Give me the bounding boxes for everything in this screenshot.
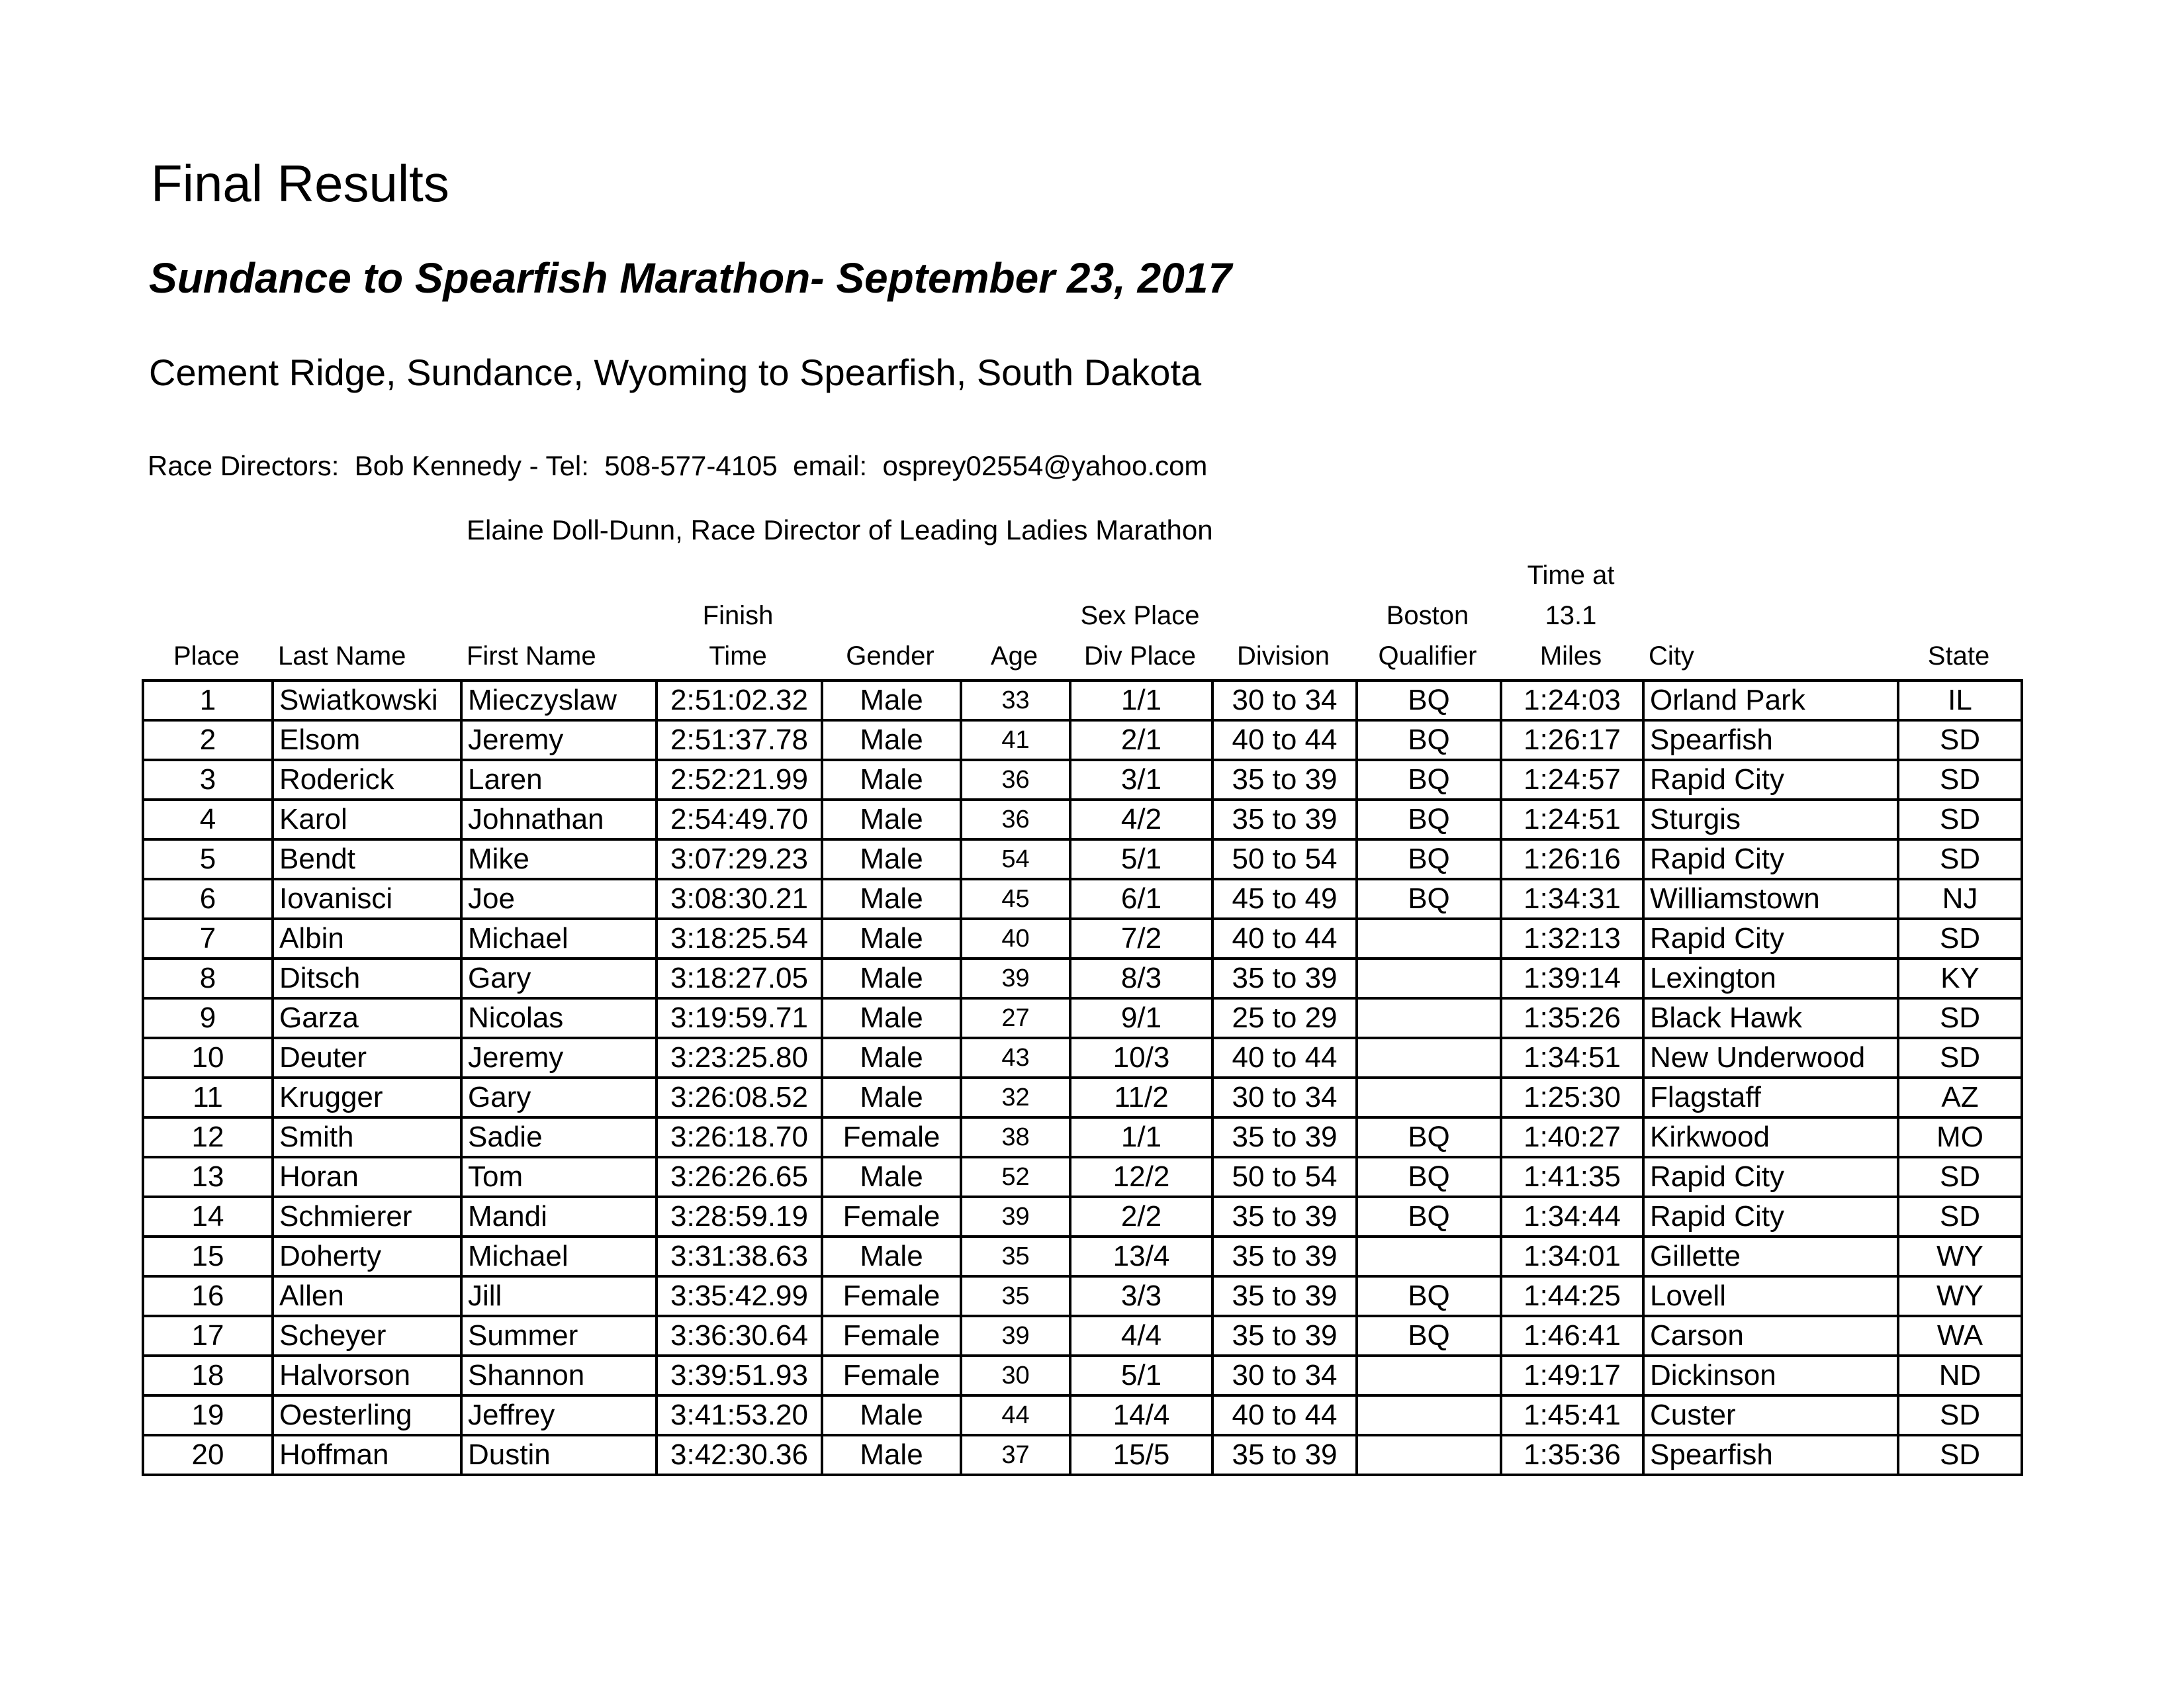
cell-state: SD — [1898, 720, 2022, 760]
cell-boston-qualifier: BQ — [1357, 839, 1501, 879]
cell-age: 38 — [961, 1117, 1070, 1157]
cell-gender: Male — [822, 760, 961, 800]
cell-sex-div-place: 11/2 — [1070, 1078, 1212, 1117]
cell-division: 35 to 39 — [1212, 1197, 1357, 1237]
cell-city: Gillette — [1643, 1237, 1898, 1276]
cell-sex-div-place: 8/3 — [1070, 959, 1212, 998]
cell-boston-qualifier: BQ — [1357, 1157, 1501, 1197]
cell-age: 35 — [961, 1276, 1070, 1316]
cell-state: NJ — [1898, 879, 2022, 919]
cell-finish-time: 3:23:25.80 — [657, 1038, 822, 1078]
cell-boston-qualifier — [1357, 919, 1501, 959]
cell-state: AZ — [1898, 1078, 2022, 1117]
cell-boston-qualifier: BQ — [1357, 879, 1501, 919]
cell-gender: Male — [822, 1237, 961, 1276]
cell-finish-time: 3:41:53.20 — [657, 1395, 822, 1435]
cell-division: 30 to 34 — [1212, 680, 1357, 720]
cell-finish-time: 3:31:38.63 — [657, 1237, 822, 1276]
cell-last-name: Garza — [273, 998, 461, 1038]
cell-sex-div-place: 3/1 — [1070, 760, 1212, 800]
cell-place: 15 — [143, 1237, 273, 1276]
cell-boston-qualifier: BQ — [1357, 720, 1501, 760]
cell-city: Williamstown — [1643, 879, 1898, 919]
cell-gender: Male — [822, 1038, 961, 1078]
table-row — [143, 760, 2022, 800]
cell-city: Rapid City — [1643, 760, 1898, 800]
cell-last-name: Oesterling — [273, 1395, 461, 1435]
cell-half-time: 1:34:44 — [1501, 1197, 1643, 1237]
cell-state: SD — [1898, 998, 2022, 1038]
cell-city: New Underwood — [1643, 1038, 1898, 1078]
cell-state: SD — [1898, 919, 2022, 959]
cell-state: WA — [1898, 1316, 2022, 1356]
cell-age: 27 — [961, 998, 1070, 1038]
cell-gender: Male — [822, 720, 961, 760]
cell-state: SD — [1898, 1157, 2022, 1197]
cell-half-time: 1:46:41 — [1501, 1316, 1643, 1356]
table-row — [143, 839, 2022, 879]
cell-half-time: 1:25:30 — [1501, 1078, 1643, 1117]
cell-city: Rapid City — [1643, 839, 1898, 879]
cell-last-name: Swiatkowski — [273, 680, 461, 720]
cell-first-name: Mandi — [461, 1197, 657, 1237]
table-row — [143, 1276, 2022, 1316]
cell-city: Rapid City — [1643, 919, 1898, 959]
cell-city: Custer — [1643, 1395, 1898, 1435]
cell-gender: Female — [822, 1356, 961, 1395]
cell-half-time: 1:49:17 — [1501, 1356, 1643, 1395]
cell-division: 35 to 39 — [1212, 1117, 1357, 1157]
cell-place: 19 — [143, 1395, 273, 1435]
cell-half-time: 1:26:17 — [1501, 720, 1643, 760]
col-header-division: Division — [1236, 641, 1330, 671]
cell-place: 10 — [143, 1038, 273, 1078]
cell-city: Rapid City — [1643, 1197, 1898, 1237]
cell-last-name: Hoffman — [273, 1435, 461, 1475]
cell-sex-div-place: 5/1 — [1070, 1356, 1212, 1395]
cell-first-name: Shannon — [461, 1356, 657, 1395]
cell-division: 40 to 44 — [1212, 919, 1357, 959]
cell-place: 20 — [143, 1435, 273, 1475]
cell-state: SD — [1898, 1435, 2022, 1475]
cell-half-time: 1:34:31 — [1501, 879, 1643, 919]
event-title: Sundance to Spearfish Marathon- September 23, 2017 — [149, 254, 1232, 302]
cell-half-time: 1:41:35 — [1501, 1157, 1643, 1197]
cell-state: SD — [1898, 1197, 2022, 1237]
cell-division: 40 to 44 — [1212, 1038, 1357, 1078]
cell-place: 18 — [143, 1356, 273, 1395]
cell-boston-qualifier — [1357, 1237, 1501, 1276]
table-row — [143, 1237, 2022, 1276]
cell-age: 39 — [961, 1316, 1070, 1356]
cell-place: 12 — [143, 1117, 273, 1157]
cell-half-time: 1:24:03 — [1501, 680, 1643, 720]
cell-place: 9 — [143, 998, 273, 1038]
cell-last-name: Halvorson — [273, 1356, 461, 1395]
col-header-sex-div-place: Sex Place Div Place — [1080, 601, 1200, 671]
cell-finish-time: 3:18:25.54 — [657, 919, 822, 959]
cell-first-name: Tom — [461, 1157, 657, 1197]
table-row — [143, 879, 2022, 919]
cell-finish-time: 3:35:42.99 — [657, 1276, 822, 1316]
cell-half-time: 1:35:26 — [1501, 998, 1643, 1038]
cell-city: Sturgis — [1643, 800, 1898, 839]
cell-age: 36 — [961, 760, 1070, 800]
race-directors-secondary: Elaine Doll-Dunn, Race Director of Leading Ladies Marathon — [467, 514, 1213, 545]
cell-gender: Male — [822, 1157, 961, 1197]
cell-city: Dickinson — [1643, 1356, 1898, 1395]
cell-age: 30 — [961, 1356, 1070, 1395]
col-header-last-name: Last Name — [278, 641, 406, 671]
cell-place: 13 — [143, 1157, 273, 1197]
cell-boston-qualifier: BQ — [1357, 760, 1501, 800]
cell-division: 35 to 39 — [1212, 1316, 1357, 1356]
cell-boston-qualifier — [1357, 1038, 1501, 1078]
table-row — [143, 998, 2022, 1038]
cell-first-name: Michael — [461, 919, 657, 959]
cell-place: 14 — [143, 1197, 273, 1237]
cell-place: 1 — [143, 680, 273, 720]
cell-boston-qualifier — [1357, 1435, 1501, 1475]
cell-finish-time: 3:26:08.52 — [657, 1078, 822, 1117]
cell-age: 39 — [961, 1197, 1070, 1237]
cell-place: 3 — [143, 760, 273, 800]
cell-boston-qualifier — [1357, 1356, 1501, 1395]
cell-division: 35 to 39 — [1212, 1237, 1357, 1276]
cell-finish-time: 2:51:37.78 — [657, 720, 822, 760]
cell-sex-div-place: 10/3 — [1070, 1038, 1212, 1078]
cell-first-name: Jeremy — [461, 1038, 657, 1078]
cell-state: IL — [1898, 680, 2022, 720]
cell-finish-time: 3:19:59.71 — [657, 998, 822, 1038]
cell-gender: Male — [822, 1078, 961, 1117]
cell-sex-div-place: 6/1 — [1070, 879, 1212, 919]
cell-last-name: Ditsch — [273, 959, 461, 998]
cell-place: 17 — [143, 1316, 273, 1356]
table-row — [143, 1356, 2022, 1395]
col-header-half-time: Time at 13.1 Miles — [1527, 561, 1615, 671]
cell-sex-div-place: 2/1 — [1070, 720, 1212, 760]
cell-half-time: 1:34:01 — [1501, 1237, 1643, 1276]
cell-state: MO — [1898, 1117, 2022, 1157]
cell-age: 32 — [961, 1078, 1070, 1117]
cell-last-name: Schmierer — [273, 1197, 461, 1237]
cell-last-name: Allen — [273, 1276, 461, 1316]
table-row — [143, 1117, 2022, 1157]
cell-city: Spearfish — [1643, 1435, 1898, 1475]
cell-finish-time: 2:54:49.70 — [657, 800, 822, 839]
cell-state: ND — [1898, 1356, 2022, 1395]
col-header-place: Place — [173, 641, 240, 671]
cell-half-time: 1:45:41 — [1501, 1395, 1643, 1435]
cell-finish-time: 2:51:02.32 — [657, 680, 822, 720]
col-header-age: Age — [990, 641, 1038, 671]
cell-city: Rapid City — [1643, 1157, 1898, 1197]
cell-boston-qualifier: BQ — [1357, 1316, 1501, 1356]
table-row — [143, 1316, 2022, 1356]
cell-finish-time: 3:39:51.93 — [657, 1356, 822, 1395]
cell-place: 11 — [143, 1078, 273, 1117]
cell-first-name: Gary — [461, 1078, 657, 1117]
cell-first-name: Nicolas — [461, 998, 657, 1038]
cell-division: 35 to 39 — [1212, 760, 1357, 800]
col-header-finish-time: Finish Time — [702, 601, 774, 671]
cell-city: Black Hawk — [1643, 998, 1898, 1038]
cell-last-name: Albin — [273, 919, 461, 959]
cell-half-time: 1:24:51 — [1501, 800, 1643, 839]
cell-city: Kirkwood — [1643, 1117, 1898, 1157]
cell-sex-div-place: 12/2 — [1070, 1157, 1212, 1197]
cell-place: 4 — [143, 800, 273, 839]
cell-city: Flagstaff — [1643, 1078, 1898, 1117]
cell-first-name: Dustin — [461, 1435, 657, 1475]
cell-half-time: 1:35:36 — [1501, 1435, 1643, 1475]
cell-age: 41 — [961, 720, 1070, 760]
cell-place: 7 — [143, 919, 273, 959]
cell-boston-qualifier — [1357, 959, 1501, 998]
cell-boston-qualifier — [1357, 1395, 1501, 1435]
cell-boston-qualifier: BQ — [1357, 800, 1501, 839]
cell-first-name: Jeremy — [461, 720, 657, 760]
cell-gender: Male — [822, 1395, 961, 1435]
cell-age: 39 — [961, 959, 1070, 998]
table-row — [143, 680, 2022, 720]
col-header-city: City — [1649, 641, 1694, 671]
cell-gender: Female — [822, 1117, 961, 1157]
cell-half-time: 1:44:25 — [1501, 1276, 1643, 1316]
cell-age: 52 — [961, 1157, 1070, 1197]
cell-city: Carson — [1643, 1316, 1898, 1356]
results-table — [142, 679, 2023, 1476]
cell-boston-qualifier — [1357, 998, 1501, 1038]
cell-finish-time: 3:07:29.23 — [657, 839, 822, 879]
cell-place: 8 — [143, 959, 273, 998]
table-row — [143, 1157, 2022, 1197]
cell-division: 40 to 44 — [1212, 720, 1357, 760]
cell-last-name: Bendt — [273, 839, 461, 879]
cell-first-name: Jill — [461, 1276, 657, 1316]
cell-city: Lexington — [1643, 959, 1898, 998]
cell-division: 50 to 54 — [1212, 1157, 1357, 1197]
cell-sex-div-place: 4/2 — [1070, 800, 1212, 839]
cell-age: 40 — [961, 919, 1070, 959]
cell-finish-time: 3:36:30.64 — [657, 1316, 822, 1356]
col-header-boston-qualifier: Boston Qualifier — [1378, 601, 1477, 671]
cell-age: 35 — [961, 1237, 1070, 1276]
cell-boston-qualifier: BQ — [1357, 680, 1501, 720]
col-header-first-name: First Name — [467, 641, 596, 671]
cell-boston-qualifier: BQ — [1357, 1276, 1501, 1316]
cell-gender: Male — [822, 959, 961, 998]
cell-last-name: Doherty — [273, 1237, 461, 1276]
cell-state: SD — [1898, 1395, 2022, 1435]
cell-age: 36 — [961, 800, 1070, 839]
cell-last-name: Scheyer — [273, 1316, 461, 1356]
cell-half-time: 1:24:57 — [1501, 760, 1643, 800]
cell-gender: Female — [822, 1276, 961, 1316]
cell-age: 37 — [961, 1435, 1070, 1475]
cell-place: 2 — [143, 720, 273, 760]
cell-sex-div-place: 13/4 — [1070, 1237, 1212, 1276]
cell-gender: Male — [822, 879, 961, 919]
cell-first-name: Mike — [461, 839, 657, 879]
table-row — [143, 959, 2022, 998]
cell-last-name: Karol — [273, 800, 461, 839]
results-body — [143, 680, 2022, 1475]
cell-division: 35 to 39 — [1212, 800, 1357, 839]
cell-city: Spearfish — [1643, 720, 1898, 760]
cell-place: 5 — [143, 839, 273, 879]
cell-state: WY — [1898, 1237, 2022, 1276]
cell-last-name: Horan — [273, 1157, 461, 1197]
cell-finish-time: 3:08:30.21 — [657, 879, 822, 919]
cell-division: 35 to 39 — [1212, 1435, 1357, 1475]
cell-gender: Male — [822, 680, 961, 720]
cell-finish-time: 3:26:26.65 — [657, 1157, 822, 1197]
cell-state: SD — [1898, 839, 2022, 879]
cell-gender: Female — [822, 1197, 961, 1237]
cell-age: 43 — [961, 1038, 1070, 1078]
cell-half-time: 1:34:51 — [1501, 1038, 1643, 1078]
table-row — [143, 1435, 2022, 1475]
cell-first-name: Johnathan — [461, 800, 657, 839]
cell-division: 40 to 44 — [1212, 1395, 1357, 1435]
cell-division: 35 to 39 — [1212, 1276, 1357, 1316]
cell-state: SD — [1898, 760, 2022, 800]
table-row — [143, 919, 2022, 959]
cell-last-name: Iovanisci — [273, 879, 461, 919]
cell-division: 50 to 54 — [1212, 839, 1357, 879]
cell-sex-div-place: 5/1 — [1070, 839, 1212, 879]
cell-state: KY — [1898, 959, 2022, 998]
cell-state: SD — [1898, 800, 2022, 839]
cell-division: 35 to 39 — [1212, 959, 1357, 998]
cell-boston-qualifier: BQ — [1357, 1117, 1501, 1157]
table-row — [143, 1395, 2022, 1435]
cell-last-name: Roderick — [273, 760, 461, 800]
cell-first-name: Mieczyslaw — [461, 680, 657, 720]
table-row — [143, 800, 2022, 839]
cell-age: 44 — [961, 1395, 1070, 1435]
cell-sex-div-place: 1/1 — [1070, 680, 1212, 720]
cell-division: 25 to 29 — [1212, 998, 1357, 1038]
cell-first-name: Summer — [461, 1316, 657, 1356]
cell-last-name: Elsom — [273, 720, 461, 760]
col-header-state: State — [1927, 641, 1990, 671]
cell-division: 45 to 49 — [1212, 879, 1357, 919]
cell-sex-div-place: 9/1 — [1070, 998, 1212, 1038]
col-header-gender: Gender — [846, 641, 934, 671]
cell-first-name: Laren — [461, 760, 657, 800]
cell-finish-time: 3:42:30.36 — [657, 1435, 822, 1475]
cell-sex-div-place: 1/1 — [1070, 1117, 1212, 1157]
cell-sex-div-place: 4/4 — [1070, 1316, 1212, 1356]
cell-state: SD — [1898, 1038, 2022, 1078]
cell-finish-time: 3:28:59.19 — [657, 1197, 822, 1237]
cell-last-name: Krugger — [273, 1078, 461, 1117]
page-title: Final Results — [151, 154, 449, 212]
cell-gender: Male — [822, 800, 961, 839]
cell-gender: Male — [822, 998, 961, 1038]
table-row — [143, 1038, 2022, 1078]
cell-half-time: 1:39:14 — [1501, 959, 1643, 998]
cell-last-name: Smith — [273, 1117, 461, 1157]
cell-first-name: Joe — [461, 879, 657, 919]
cell-sex-div-place: 15/5 — [1070, 1435, 1212, 1475]
cell-last-name: Deuter — [273, 1038, 461, 1078]
cell-city: Orland Park — [1643, 680, 1898, 720]
cell-gender: Female — [822, 1316, 961, 1356]
cell-first-name: Sadie — [461, 1117, 657, 1157]
cell-place: 6 — [143, 879, 273, 919]
cell-gender: Male — [822, 839, 961, 879]
cell-city: Lovell — [1643, 1276, 1898, 1316]
table-row — [143, 1197, 2022, 1237]
cell-first-name: Jeffrey — [461, 1395, 657, 1435]
cell-place: 16 — [143, 1276, 273, 1316]
cell-age: 33 — [961, 680, 1070, 720]
cell-boston-qualifier: BQ — [1357, 1197, 1501, 1237]
race-directors: Race Directors: Bob Kennedy - Tel: 508-577-4105 email: osprey02554@yahoo.com — [148, 450, 1208, 481]
table-row — [143, 1078, 2022, 1117]
table-row — [143, 720, 2022, 760]
cell-gender: Male — [822, 919, 961, 959]
cell-sex-div-place: 3/3 — [1070, 1276, 1212, 1316]
cell-division: 30 to 34 — [1212, 1078, 1357, 1117]
cell-age: 45 — [961, 879, 1070, 919]
cell-division: 30 to 34 — [1212, 1356, 1357, 1395]
cell-half-time: 1:32:13 — [1501, 919, 1643, 959]
cell-first-name: Gary — [461, 959, 657, 998]
event-location: Cement Ridge, Sundance, Wyoming to Spearfish, South Dakota — [149, 352, 1202, 393]
cell-age: 54 — [961, 839, 1070, 879]
cell-boston-qualifier — [1357, 1078, 1501, 1117]
cell-half-time: 1:26:16 — [1501, 839, 1643, 879]
cell-finish-time: 2:52:21.99 — [657, 760, 822, 800]
cell-half-time: 1:40:27 — [1501, 1117, 1643, 1157]
cell-sex-div-place: 14/4 — [1070, 1395, 1212, 1435]
cell-first-name: Michael — [461, 1237, 657, 1276]
cell-gender: Male — [822, 1435, 961, 1475]
cell-state: WY — [1898, 1276, 2022, 1316]
cell-finish-time: 3:26:18.70 — [657, 1117, 822, 1157]
cell-sex-div-place: 2/2 — [1070, 1197, 1212, 1237]
cell-finish-time: 3:18:27.05 — [657, 959, 822, 998]
cell-sex-div-place: 7/2 — [1070, 919, 1212, 959]
